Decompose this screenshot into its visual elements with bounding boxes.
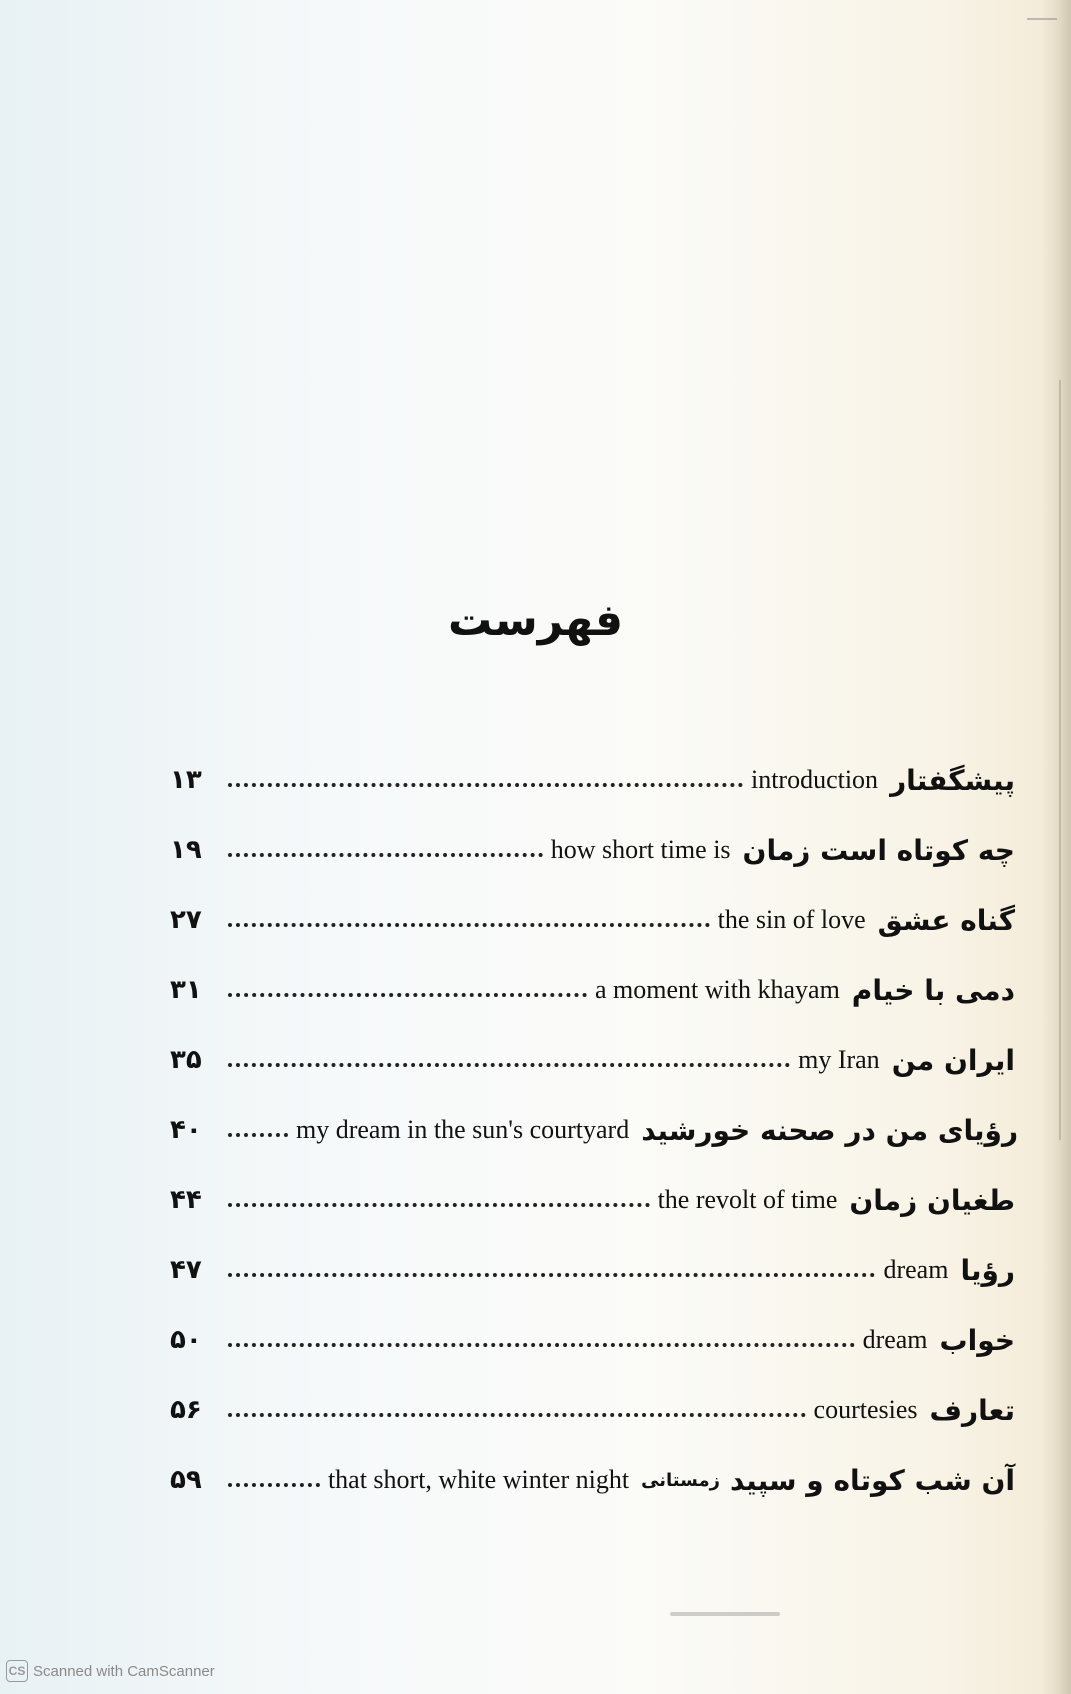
toc-persian-title: چه کوتاه است زمان [742, 833, 1015, 867]
dot-leader [228, 1483, 320, 1487]
toc-english-title: the sin of love [717, 905, 866, 934]
dot-leader [228, 923, 710, 927]
toc-row [170, 1445, 1015, 1515]
toc-persian-title: گناه عشق [877, 903, 1015, 937]
dot-leader [228, 1203, 650, 1207]
toc-page-number: ۵۹ [170, 1465, 202, 1495]
dot-leader [228, 783, 743, 787]
toc-row [170, 1095, 1019, 1165]
table-of-contents [170, 745, 1019, 1515]
toc-page-number: ۳۵ [170, 1045, 202, 1075]
toc-row [170, 815, 1015, 885]
toc-persian-title: پیشگفتار [890, 763, 1015, 797]
toc-page-number: ۴۰ [170, 1115, 202, 1145]
toc-english-title: dream [883, 1255, 949, 1284]
toc-english-title: dream [862, 1325, 928, 1354]
toc-page-number: ۳۱ [170, 975, 202, 1005]
dot-leader [228, 853, 543, 857]
toc-page-number: ۲۷ [170, 905, 202, 935]
toc-english-title: my dream in the sun's courtyard [296, 1115, 630, 1144]
toc-row [170, 1305, 1015, 1375]
dot-leader [228, 1273, 875, 1277]
toc-persian-title: ایران من [891, 1043, 1015, 1077]
toc-row [170, 1165, 1015, 1235]
toc-persian-title: خواب [939, 1323, 1015, 1357]
toc-row [170, 955, 1015, 1025]
page-edge-line [1059, 380, 1061, 1140]
toc-persian-title: آن شب کوتاه و سپید [729, 1463, 1015, 1497]
toc-english-title: a moment with khayam [595, 975, 840, 1004]
dot-leader [228, 1413, 806, 1417]
toc-row [170, 1025, 1015, 1095]
toc-page-number: ۵۰ [170, 1325, 202, 1355]
toc-page-number: ۱۹ [170, 835, 202, 865]
page-edge-shadow [1041, 0, 1071, 1694]
scan-smudge [670, 1612, 780, 1616]
toc-english-title: that short, white winter night [327, 1465, 630, 1494]
toc-page-number: ۱۳ [170, 765, 202, 795]
toc-persian-title: رؤیا [960, 1253, 1015, 1287]
toc-persian-title: دمی با خیام [851, 973, 1015, 1007]
page-title: فهرست [447, 595, 624, 646]
dot-leader [228, 1063, 790, 1067]
toc-page-number: ۴۷ [170, 1255, 202, 1285]
toc-page-number: ۴۴ [170, 1185, 202, 1215]
toc-english-title: how short time is [550, 835, 731, 864]
corner-mark [1027, 18, 1057, 20]
toc-row [170, 1235, 1015, 1305]
toc-english-title: my Iran [798, 1045, 880, 1074]
dot-leader [228, 1343, 855, 1347]
toc-row [170, 1375, 1015, 1445]
dot-leader [228, 1133, 288, 1137]
toc-persian-title: طغیان زمان [849, 1183, 1015, 1217]
toc-page-number: ۵۶ [170, 1395, 202, 1425]
toc-persian-title: تعارف [929, 1393, 1015, 1427]
watermark-text: Scanned with CamScanner [33, 1662, 215, 1680]
toc-persian-subtitle: زمستانی [641, 1469, 720, 1491]
dot-leader [228, 993, 587, 997]
toc-row [170, 885, 1015, 955]
toc-english-title: the revolt of time [657, 1185, 838, 1214]
toc-row [170, 745, 1015, 815]
toc-english-title: introduction [750, 765, 879, 794]
camscanner-logo-icon: CS [6, 1660, 28, 1682]
scanner-watermark [6, 1660, 215, 1682]
toc-english-title: courtesies [813, 1395, 918, 1424]
toc-persian-title: رؤیای من در صحنه خورشید [641, 1113, 1019, 1147]
